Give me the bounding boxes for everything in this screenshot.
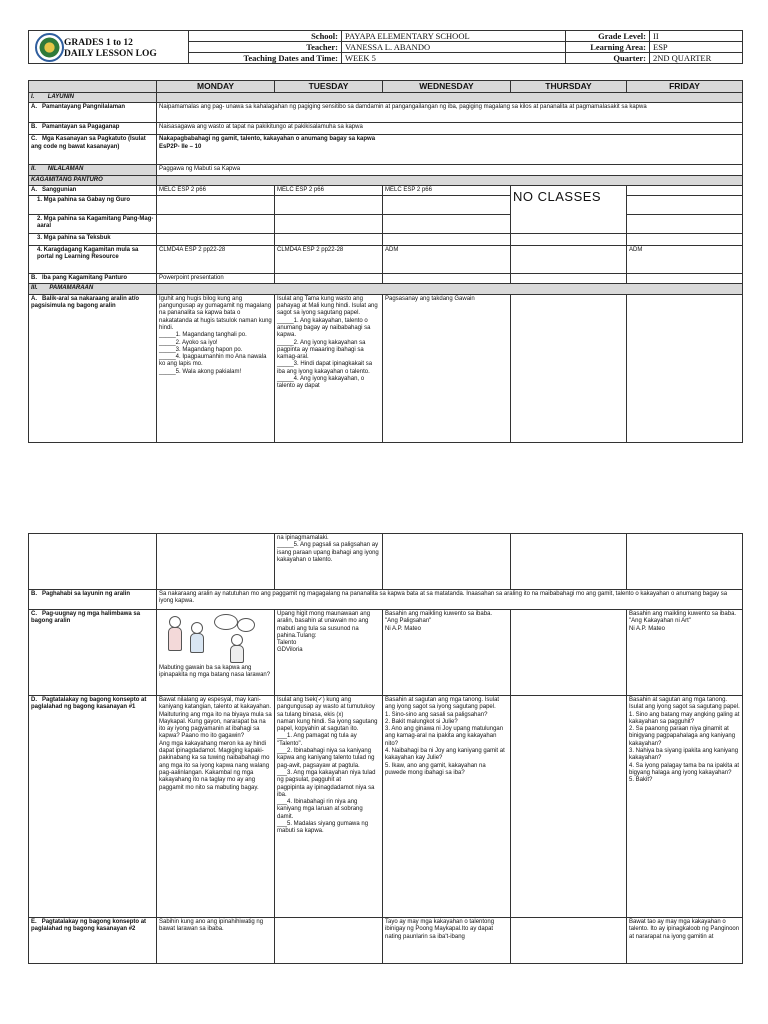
karagdagang-tuesday: CLMD4A ESP 2 pp22-28 [275,246,383,274]
row-label-sanggunian: A. Sanggunian [29,185,157,195]
row-label-pagtatalakay-1: D. Pagtatalakay ng bagong konsepto at paglalahad ng bagong kasanayan #1 [29,696,157,918]
learning-area-value: ESP [650,42,743,53]
pagtatalakay-1-wednesday: Basahin at sagutan ang mga tanong. Isulat ang iyong sagot sa iyong sagutang papel. 1. Sino-sino ang sasali sa paligsahan? 2. Bakit malungkot si Julie? 3. Ano ang ginawa ni Joy upang matulungan ang kamag-aral na ipakita ang kakayahan nito? 4. Naibahagi ba ni Joy ang kaniyang gamit at kakayahan kay Julie? 5. Ikaw, ano ang gamit, kakayahan na puwede mong ibahagi sa iba? [383,696,511,918]
pagtatalakay-1-monday: Bawat nilalang ay espesyal, may kani-kaniyang katangian, talento at kakayahan. Maituturing ang mga ito na biyaya mula sa Maykapal. Kung gayon, nararapat ba na ito ay iyong pagyamanin at ibahagi sa kapwa? Paano mo ito gagawin? Ang mga kakayahang meron ka ay hindi dapat ipinagdadamot. Magiging kapaki-pakinabang ka sa tuwing naibabahagi mo ang mga ito sa iyong kapwa nang walang pag-aalinlangan. Kakambal ng mga kakayahang ito na taglay mo ay ang paggamit mo nito sa mabuting bagay. [157,696,275,918]
school-value: PAYAPA ELEMENTARY SCHOOL [342,31,566,42]
dates-value: WEEK 5 [342,53,566,64]
no-classes-label: NO CLASSES [511,185,627,233]
nilalaman-text: Paggawa ng Mabuti sa Kapwa [157,165,743,175]
lesson-log-page-2 [0,530,768,1024]
row-label-pamantayan-sa-pagaganap: B. Pamantayan sa Pagaganap [29,123,157,135]
row-label-karagdagang-kagamitan: 4. Karagdagang Kagamitan mula sa portal ng Learning Resource [29,246,157,274]
row-label-pagtatalakay-2: E. Pagtatalakay ng bagong konsepto at paglalahad ng bagong kasanayan #2 [29,918,157,964]
row-label-pag-uugnay: C. Pag-uugnay ng mga halimbawa sa bagong aralin [29,610,157,696]
pagtatalakay-2-wednesday: Tayo ay may mga kakayahan o talentong ibinigay ng Poong Maykapal.Ito ay dapat nating paunlarin sa iba't-ibang [383,918,511,964]
balik-aral-wednesday: Pagsasanay ang takdang Gawain [383,294,511,442]
sanggunian-tuesday: MELC ESP 2 p66 [275,185,383,195]
learning-area-label: Learning Area: [566,42,650,53]
teacher-value: VANESSA L. ABANDO [342,42,566,53]
pagtatalakay-1-friday: Basahin at sagutan ang mga tanong. Isulat ang iyong sagot sa sagutang papel. 1. Sino ang batang may angking galing at kakayahan sa pagguhit? 2. Sa paanong paraan niya ginamit at binigyang pagpapahalaga ang kaniyang kakayahan? 3. Nahiya ba siyang ipakita ang kaniyang kakayahan? 4. Sa iyong palagay tama ba na ipakita at bigyang halaga ang iyong kakayahan? 5. Bakit? [627,696,743,918]
logo-cell [29,31,189,64]
lesson-table-page-1 [28,80,743,443]
section-pamamaraan: III. PAMAMARAAN [29,284,157,294]
sanggunian-wednesday: MELC ESP 2 p66 [383,185,511,195]
corner-cell [29,81,157,93]
row-label-iba-pang-kagamitan: B. Iba pang Kagamitang Panturo [29,274,157,284]
sanggunian-monday: MELC ESP 2 p66 [157,185,275,195]
quarter-label: Quarter: [566,53,650,64]
karagdagang-friday: ADM [627,246,743,274]
paghahabi-text: Sa nakaraang aralin ay natutuhan mo ang paggamit ng magagalang na pananalita sa kapwa bata at sa matatanda. Inaasahan sa araling ito na maibabahagi mo ang gamit, talento o kakayahan o anumang bagay sa iyong kapwa. [157,590,743,610]
pag-uugnay-friday: Basahin ang maikling kuwento sa ibaba. "Ang Kakayahan ni Art" Ni A.P. Mateo [627,610,743,696]
row-label-paghahabi: B. Paghahabi sa layunin ng aralin [29,590,157,610]
day-friday: FRIDAY [627,81,743,93]
pag-uugnay-monday: Mabuting gawain ba sa kapwa ang ipinapakita ng mga batang nasa larawan? [157,610,275,696]
school-label: School: [189,31,342,42]
day-wednesday: WEDNESDAY [383,81,511,93]
balik-aral-tuesday: Isulat ang Tama kung wasto ang pahayag at Mali kung hindi. Isulat ang sagot sa iyong sagutang papel. _____1. Ang kakayahan, talento o anumang bagay ay naibabahagi sa kapwa. _____2. Ang iyong kakayahan sa pagpinta ay maaaring ibahagi sa kamag-aral. _____3. Hindi dapat ipinagkakait sa iba ang iyong kakayahan o talento. _____4. Ang iyong kakayahan, o talento ay dapat [275,294,383,442]
balik-aral-monday: Iguhit ang hugis bilog kung ang pangungusap ay gumagamit ng magalang na pananalita sa kapwa bata o nakatatanda at hugis tatsulok naman kung hindi. _____1. Magandang tanghali po. _____2. Ayoko sa iyo! _____3. Magandang hapon po. _____4. Ipagpaumanhin mo Ana nawala ko ang lapis mo. _____5. Wala akong pakialam! [157,294,275,442]
day-thursday: THURSDAY [511,81,627,93]
kasanayan-text: Nakapagbabahagi ng gamit, talento, kakayahan o anumang bagay sa kapwa EsP2P- IIe – 10 [157,135,743,165]
iba-pang-kagamitan-text: Powerpoint presentation [157,274,275,284]
pagtatalakay-1-tuesday: Isulat ang tsek(✓) kung ang pangungusap ay wasto at tumutukoy sa tulang binasa, ekis (x) naman kung hindi. Sa iyong sagutang papel, kopyahin at sagutan ito. ___1. Ang pamagat ng tula ay "Talento". ___2. Ibinabahagi niya sa kaniyang kapwa ang kaniyang talento tulad ng pag-awit, pagsayaw at pagtula. ___3. Ang mga kakayahan niya tulad ng pagsulat, pagguhit at pagpipinta ay ipinagdadamot niya sa iba. ___4. Ibinabahagi rin niya ang kaniyang mga laruan at sobrang damit. ___5. Madalas siyang gumawa ng mabuti sa kapwa. [275,696,383,918]
lesson-table-page-2 [28,533,743,964]
teacher-label: Teacher: [189,42,342,53]
row-label-kasanayan: C. Mga Kasanayan sa Pagkatuto (Isulat ang code ng bawat kasanayan) [29,135,157,165]
pagtatalakay-2-monday: Sabihin kung ano ang ipinahihiwatig ng bawat larawan sa ibaba. [157,918,275,964]
pamantayang-pangnilalaman-text: Naipamamalas ang pag- unawa sa kahalagahan ng pagiging sensitibo sa damdamin at pangangailangan ng iba, pagiging magalang sa kilos at pananalita at pagmamalasakit sa kapwa [157,103,743,123]
pagtatalakay-2-friday: Bawat tao ay may mga kakayahan o talento. Ito ay ipinagkaloob ng Panginoon at nararapat na iyong gamitin at [627,918,743,964]
pag-uugnay-tuesday: Upang higit mong maunawaan ang aralin, basahin at unawain mo ang mabuti ang tula sa susunod na pahina.Tulang: Talento GDViloria [275,610,383,696]
row-label-gabay-ng-guro: 1. Mga pahina sa Gabay ng Guro [29,196,157,215]
grade-level-value: II [650,31,743,42]
header-table [28,30,743,64]
section-nilalaman: II. NILALAMAN [29,165,157,175]
grade-level-label: Grade Level: [566,31,650,42]
section-kagamitang-panturo: KAGAMITANG PANTURO [29,175,157,185]
karagdagang-wednesday: ADM [383,246,511,274]
quarter-value: 2ND QUARTER [650,53,743,64]
pag-uugnay-wednesday: Basahin ang maikling kuwento sa ibaba. "Ang Paligsahan" Ni A.P. Mateo [383,610,511,696]
row-label-balik-aral: A. Balik-aral sa nakaraang aralin at/o pagsisimula ng bagong aralin [29,294,157,442]
row-label-pamantayang-pangnilalaman: A. Pamantayang Pangnilalaman [29,103,157,123]
row-label-teksbuk: 3. Mga pahina sa Teksbuk [29,234,157,246]
row-label-kagamitang-pang-mag-aaral: 2. Mga pahina sa Kagamitang Pang-Mag-aaral [29,215,157,234]
children-illustration [159,612,272,664]
day-monday: MONDAY [157,81,275,93]
balik-aral-tuesday-continued: na ipinagmamalaki. _____5. Ang pagsali sa paligsahan ay isang paraan upang ibahagi ang iyong kakayahan o talento. [275,534,383,590]
form-title: GRADES 1 to 12 DAILY LESSON LOG [64,38,157,59]
section-layunin: I. LAYUNIN [29,93,157,103]
pamantayan-sa-pagaganap-text: Naisasagawa ang wasto at tapat na pakikitungo at pakikisalamuha sa kapwa [157,123,743,135]
karagdagang-monday: CLMD4A ESP 2 pp22-28 [157,246,275,274]
day-tuesday: TUESDAY [275,81,383,93]
dates-label: Teaching Dates and Time: [189,53,342,64]
